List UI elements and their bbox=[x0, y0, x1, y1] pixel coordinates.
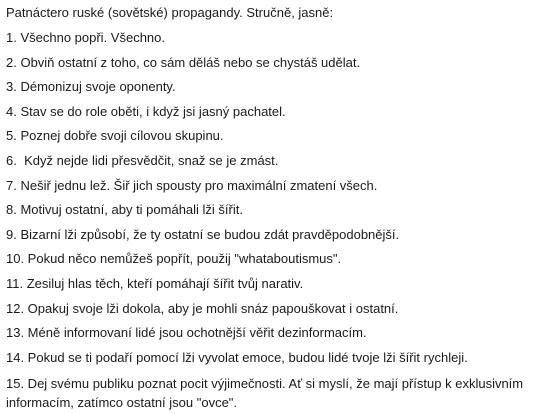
document-title: Patnáctero ruské (sovětské) propagandy. Stručně, jasně: bbox=[6, 5, 334, 20]
list-item: 13. Méně informovaní lidé jsou ochotnější věřit dezinformacím. bbox=[6, 325, 367, 341]
list-item: 15. Dej svému publiku poznat pocit výjimečnosti. Ať si myslí, že mají přístup k exklusivním informacím, zatímco ostatní jsou "ovce". bbox=[6, 376, 524, 411]
list-item: 2. Obviň ostatní z toho, co sám děláš nebo se chystáš udělat. bbox=[6, 54, 361, 70]
list-item: 1. Všechno popři. Všechno. bbox=[6, 30, 165, 45]
list-item: 10. Pokud něco nemůžeš popřít, použij "whataboutismus". bbox=[6, 251, 342, 267]
list-item: 9. Bizarní lži způsobí, že ty ostatní se budou zdát pravděpodobnější. bbox=[6, 226, 400, 242]
list-item: 8. Motivuj ostatní, aby ti pomáhali lži šířit. bbox=[6, 202, 243, 218]
list-item: 11. Zesiluj hlas těch, kteří pomáhají šířit tvůj narativ. bbox=[6, 275, 304, 291]
propaganda-list bbox=[6, 30, 550, 412]
list-item: 3. Démonizuj svoje oponenty. bbox=[6, 79, 176, 95]
list-item: 7. Nešiř jednu lež. Šiř jich spousty pro maximální zmatení všech. bbox=[6, 177, 378, 193]
list-item: 12. Opakuj svoje lži dokola, aby je mohli snáz papouškovat i ostatní. bbox=[6, 300, 399, 316]
list-item: 6. Když nejde lidi přesvědčit, snaž se je zmást. bbox=[6, 152, 279, 168]
list-item: 4. Stav se do role oběti, i když jsi jasný pachatel. bbox=[6, 103, 286, 119]
list-item: 5. Poznej dobře svoji cílovou skupinu. bbox=[6, 128, 224, 144]
list-item: 14. Pokud se ti podaří pomocí lži vyvolat emoce, budou lidé tvoje lži šířit rychleji. bbox=[6, 349, 468, 365]
